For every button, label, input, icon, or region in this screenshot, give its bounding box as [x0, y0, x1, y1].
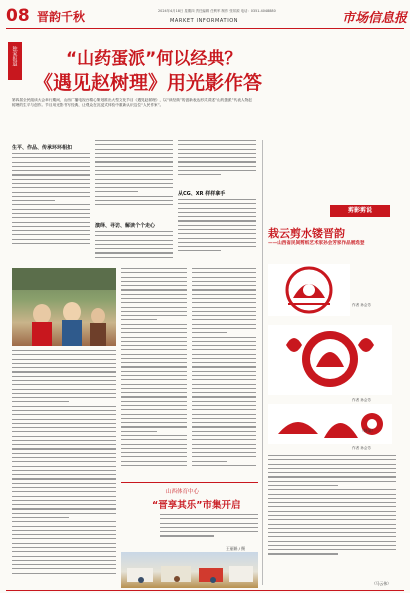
newspaper-logo: 市场信息报 [342, 11, 408, 26]
body-col1-b [12, 350, 116, 582]
section-name: 晋韵千秋 [37, 10, 86, 24]
papercut-caption-1: 作者 孙会芳 [352, 303, 372, 307]
papercut-tag-text: 剪影剪说 [347, 207, 372, 214]
header-meta: 2024年4月18日 星期四 责任编辑 任利军 制作 张邦源 电话：0351-4048880 [158, 9, 276, 13]
body-col3-b [178, 199, 256, 265]
subheading-1: 生平、作品、传承环环相扣 [12, 145, 73, 151]
main-photo [12, 268, 116, 346]
bottom-body-text [160, 514, 258, 544]
column-divider [262, 140, 263, 585]
papercut-tag [330, 205, 390, 217]
papercut-title: 栽云剪水镂晋韵 [268, 227, 345, 240]
bottom-kicker: 山西体育中心 [166, 489, 200, 495]
subheading-3: 从CG、XR 样样拿手 [178, 191, 226, 197]
main-title-line2: 《遇见赵树理》用光影作答 [34, 72, 263, 94]
page-number: 08 [6, 6, 30, 26]
papercut-caption-3: 作者 孙会芳 [352, 446, 372, 450]
body-col2-b [95, 231, 173, 265]
header-en: MARKET INFORMATION [170, 18, 239, 24]
papercut-image-2 [268, 325, 392, 395]
papercut-image-3 [268, 404, 392, 444]
main-kicker [8, 42, 22, 80]
papercut-image-1 [268, 264, 350, 316]
body-col3-a [178, 140, 256, 186]
papercut-body-text [268, 455, 396, 577]
bottom-rule [6, 590, 404, 591]
lead-paragraph: 第四届全民阅读大会举行期间，山西广播电视台精心策划推出大型文化节目《遇见赵树理》，以“读经典”的创新表达形式讲述“山药蛋派”代表人物赵树理的生平与创作。节目用光影书写经典，让观众在沉浸式体验中重新认识这位“人民作家”。 [12, 98, 252, 108]
bottom-title: “晋享其乐”市集开启 [152, 500, 241, 511]
subheading-2: 演绎、寻访、解读个个走心 [95, 223, 156, 229]
page-header [0, 0, 410, 34]
bottom-photo [121, 552, 258, 588]
body-col2-c [121, 268, 187, 478]
bottom-byline: 王丽娟 / 摄 [226, 546, 245, 551]
main-title-line1: “山药蛋派”何以经典？ [66, 49, 242, 69]
body-col2-a [95, 140, 173, 218]
body-col3-c [192, 268, 256, 478]
papercut-caption-2: 作者 孙会芳 [352, 398, 372, 402]
papercut-signature: （韩晶） [360, 428, 376, 433]
papercut-author: （马云伟） [372, 581, 391, 586]
body-col1-a [12, 153, 90, 265]
bottom-story-divider [121, 482, 258, 483]
header-rule [6, 28, 404, 29]
papercut-subtitle: ——山西省民间剪纸艺术家孙会芳家作品展选登 [268, 241, 365, 246]
main-kicker-text: 独家报道 [11, 46, 18, 66]
